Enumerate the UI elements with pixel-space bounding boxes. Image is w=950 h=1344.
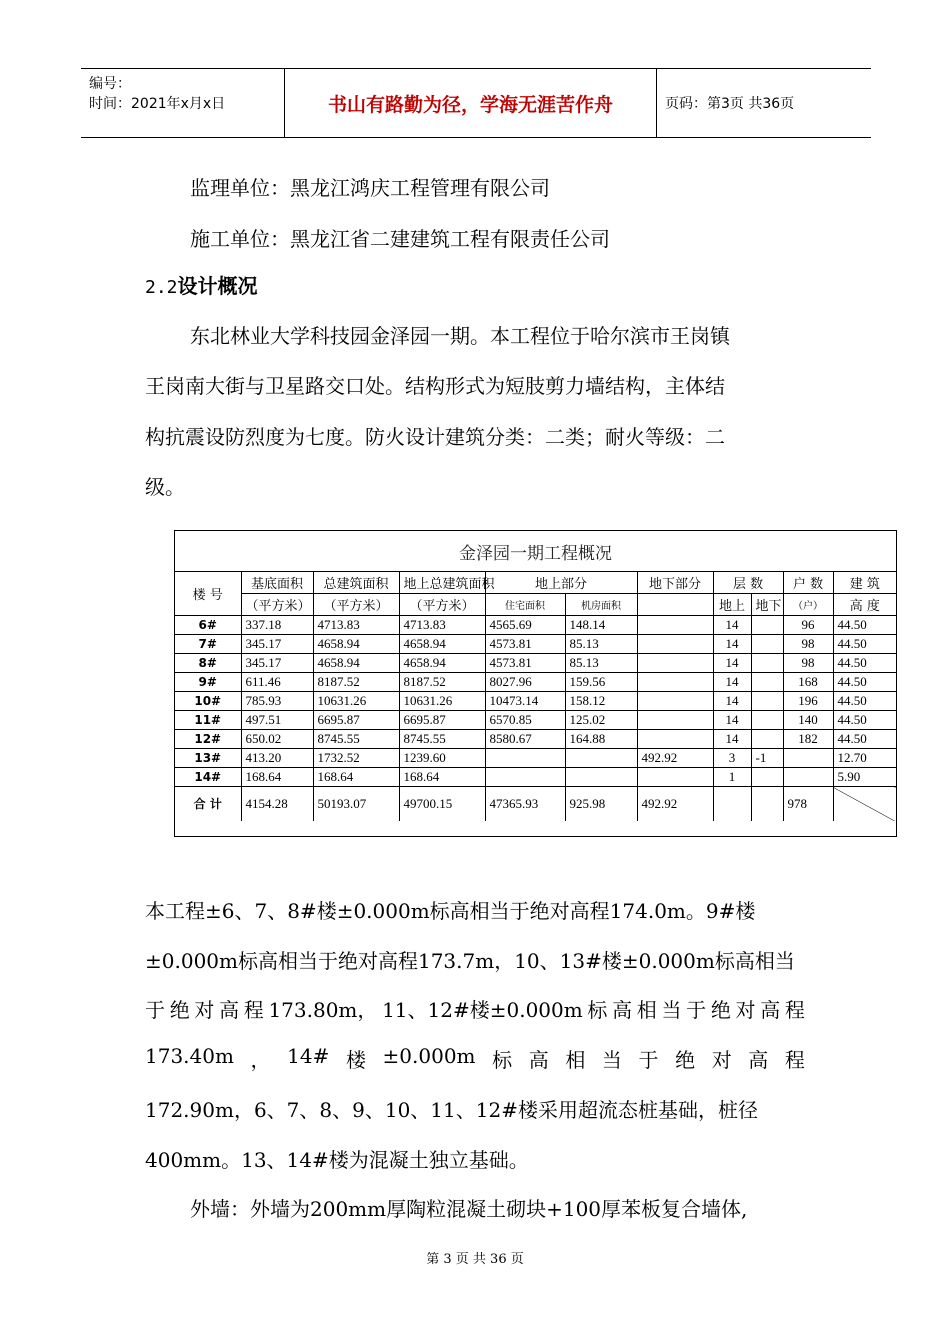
table-body	[175, 616, 896, 787]
table-cell	[751, 673, 783, 692]
word: 高	[760, 998, 781, 1022]
word: 11、12#楼±0.000m	[382, 998, 583, 1022]
word: 高	[528, 1048, 549, 1072]
table-cell	[751, 692, 783, 711]
word: 14#	[287, 1044, 330, 1068]
table-cell: 3	[713, 749, 751, 768]
elevation-line-6: 400mm。13、14#楼为混凝土独立基础。	[145, 1148, 529, 1172]
overview-line-3: 构抗震设防烈度为七度。防火设计建筑分类：二类；耐火等级：二	[145, 425, 725, 449]
word: ，	[250, 1048, 271, 1072]
page-footer: 第 3 页 共 36 页	[426, 1252, 524, 1267]
building-cell: 13#	[175, 749, 241, 768]
table-cell: 44.50	[833, 616, 896, 635]
header-below-empty	[637, 594, 713, 616]
total-cell	[833, 787, 896, 821]
table-cell: 8745.55	[399, 730, 485, 749]
table-cell: 14	[713, 730, 751, 749]
word: 高	[219, 998, 240, 1022]
table-cell: -1	[751, 749, 783, 768]
table-row	[175, 654, 896, 673]
table-cell	[637, 654, 713, 673]
table-cell: 85.13	[565, 654, 637, 673]
table-cell: 140	[783, 711, 833, 730]
table-cell	[783, 749, 833, 768]
table-cell: 14	[713, 616, 751, 635]
table-cell: 168.64	[399, 768, 485, 787]
word: 高	[748, 1048, 769, 1072]
constructor-line: 施工单位：黑龙江省二建建筑工程有限责任公司	[190, 227, 610, 251]
table-row	[175, 749, 896, 768]
table-cell: 182	[783, 730, 833, 749]
table-cell: 4713.83	[399, 616, 485, 635]
table-cell	[751, 768, 783, 787]
table-cell: 6570.85	[485, 711, 565, 730]
table-cell	[637, 616, 713, 635]
header-page-label: 页码：第3页 共36页	[665, 96, 795, 112]
header-meta	[81, 69, 285, 137]
page-header	[81, 68, 871, 138]
word: 绝	[710, 998, 731, 1022]
table-cell: 1	[713, 768, 751, 787]
word: 绝	[169, 998, 190, 1022]
table-cell: 650.02	[241, 730, 313, 749]
table-row	[175, 616, 896, 635]
total-cell: 47365.93	[485, 787, 565, 821]
table-cell: 497.51	[241, 711, 313, 730]
word: 标	[587, 998, 608, 1022]
table-cell: 168	[783, 673, 833, 692]
table-cell	[751, 616, 783, 635]
table-row	[175, 692, 896, 711]
total-row	[175, 787, 896, 821]
table-cell: 785.93	[241, 692, 313, 711]
project-overview-table	[174, 530, 897, 837]
table-cell: 10631.26	[313, 692, 399, 711]
word: 标	[492, 1048, 513, 1072]
total-cell: 50193.07	[313, 787, 399, 821]
word: 对	[735, 998, 756, 1022]
table-cell: 4573.81	[485, 635, 565, 654]
wall-line: 外墙：外墙为200mm厚陶粒混凝土砌块+100厚苯板复合墙体,	[190, 1197, 748, 1221]
table-cell: 8745.55	[313, 730, 399, 749]
table-cell: 44.50	[833, 730, 896, 749]
table-cell: 168.64	[241, 768, 313, 787]
building-cell: 10#	[175, 692, 241, 711]
word: 绝	[675, 1048, 696, 1072]
header-above-part: 地上部分	[485, 572, 637, 594]
table-cell	[637, 673, 713, 692]
header-floors-below: 地下	[751, 594, 783, 616]
header-total-unit: （平方米）	[313, 594, 399, 616]
building-cell: 8#	[175, 654, 241, 673]
total-cell	[713, 787, 751, 821]
total-label: 合 计	[175, 787, 241, 821]
table-grid	[175, 571, 896, 821]
table-cell: 345.17	[241, 635, 313, 654]
table-cell: 4713.83	[313, 616, 399, 635]
header-total-area: 总建筑面积	[313, 572, 399, 594]
table-cell	[637, 692, 713, 711]
overview-line-2: 王岗南大街与卫星路交口处。结构形式为短肢剪力墙结构，主体结	[145, 374, 725, 398]
header-below-part: 地下部分	[637, 572, 713, 594]
header-above-unit: （平方米）	[399, 594, 485, 616]
table-cell	[637, 635, 713, 654]
table-cell: 44.50	[833, 654, 896, 673]
word: 173.80m，	[268, 998, 378, 1022]
total-cell: 4154.28	[241, 787, 313, 821]
table-cell: 10473.14	[485, 692, 565, 711]
total-cell: 49700.15	[399, 787, 485, 821]
table-row	[175, 635, 896, 654]
header-machine: 机房面积	[565, 594, 637, 616]
table-cell: 345.17	[241, 654, 313, 673]
table-cell: 413.20	[241, 749, 313, 768]
header-base-area: 基底面积	[241, 572, 313, 594]
table-cell: 98	[783, 635, 833, 654]
table-cell: 164.88	[565, 730, 637, 749]
table-row	[175, 711, 896, 730]
header-height: 建 筑	[833, 572, 896, 594]
table-cell: 5.90	[833, 768, 896, 787]
table-cell: 4658.94	[399, 635, 485, 654]
section-heading	[145, 270, 258, 299]
table-row	[175, 673, 896, 692]
table-cell: 8027.96	[485, 673, 565, 692]
table-cell: 158.12	[565, 692, 637, 711]
time-label: 时间：2021年x月x日	[89, 96, 226, 112]
total-cell: 492.92	[637, 787, 713, 821]
table-cell: 611.46	[241, 673, 313, 692]
table-cell	[751, 654, 783, 673]
building-cell: 12#	[175, 730, 241, 749]
table-cell: 6695.87	[313, 711, 399, 730]
header-motto: 书山有路勤为径，学海无涯苦作舟	[285, 69, 657, 137]
table-cell	[485, 768, 565, 787]
table-cell: 168.64	[313, 768, 399, 787]
table-cell	[751, 730, 783, 749]
table-cell: 8187.52	[313, 673, 399, 692]
table-cell: 44.50	[833, 711, 896, 730]
table-cell: 1239.60	[399, 749, 485, 768]
table-cell: 196	[783, 692, 833, 711]
table-cell: 44.50	[833, 635, 896, 654]
table-cell	[637, 711, 713, 730]
word: 楼	[345, 1048, 366, 1072]
total-cell: 925.98	[565, 787, 637, 821]
section-number: 2.2	[145, 277, 178, 298]
table-cell: 4658.94	[313, 635, 399, 654]
total-cell	[751, 787, 783, 821]
table-cell: 14	[713, 673, 751, 692]
building-cell: 6#	[175, 616, 241, 635]
table-cell: 14	[713, 692, 751, 711]
table-cell	[565, 768, 637, 787]
table-cell	[751, 711, 783, 730]
elevation-line-2: ±0.000m标高相当于绝对高程173.7m，10、13#楼±0.000m标高相当	[145, 949, 795, 973]
word: 程	[784, 998, 805, 1022]
table-cell: 14	[713, 654, 751, 673]
table-cell: 96	[783, 616, 833, 635]
word: 173.40m	[145, 1044, 234, 1068]
word: 高	[612, 998, 633, 1022]
table-row	[175, 768, 896, 787]
elevation-line-3	[145, 994, 805, 1023]
overview-line-4: 级。	[145, 475, 185, 499]
table-cell: 148.14	[565, 616, 637, 635]
word: 于	[145, 998, 165, 1022]
header-building: 楼 号	[175, 572, 241, 616]
building-cell: 11#	[175, 711, 241, 730]
table-cell: 4573.81	[485, 654, 565, 673]
word: 相	[636, 998, 657, 1022]
table-cell: 12.70	[833, 749, 896, 768]
table-cell	[565, 749, 637, 768]
header-height-2: 高 度	[833, 594, 896, 616]
word: 相	[565, 1048, 586, 1072]
table-cell: 44.50	[833, 673, 896, 692]
supervisor-line: 监理单位：黑龙江鸿庆工程管理有限公司	[190, 176, 550, 200]
table-cell: 10631.26	[399, 692, 485, 711]
table-cell: 4565.69	[485, 616, 565, 635]
word: 对	[194, 998, 215, 1022]
table-cell: 337.18	[241, 616, 313, 635]
code-label: 编号：	[89, 76, 131, 92]
total-cell: 978	[783, 787, 833, 821]
word: 程	[243, 998, 264, 1022]
table-cell: 4658.94	[313, 654, 399, 673]
table-row	[175, 730, 896, 749]
elevation-line-5: 172.90m，6、7、8、9、10、11、12#楼采用超流态桩基础，桩径	[145, 1098, 758, 1122]
table-cell: 4658.94	[399, 654, 485, 673]
header-floors: 层 数	[713, 572, 783, 594]
table-cell: 98	[783, 654, 833, 673]
header-households: 户 数	[783, 572, 833, 594]
table-cell: 125.02	[565, 711, 637, 730]
header-base-unit: （平方米）	[241, 594, 313, 616]
table-cell: 492.92	[637, 749, 713, 768]
table-cell	[485, 749, 565, 768]
table-cell: 8580.67	[485, 730, 565, 749]
table-cell: 159.56	[565, 673, 637, 692]
word: 于	[686, 998, 707, 1022]
header-residential: 住宅面积	[485, 594, 565, 616]
building-cell: 7#	[175, 635, 241, 654]
table-cell	[751, 635, 783, 654]
table-cell: 1732.52	[313, 749, 399, 768]
table-cell: 14	[713, 711, 751, 730]
word: 程	[784, 1048, 805, 1072]
word: 当	[601, 1048, 622, 1072]
header-above-area: 地上总建筑面积	[399, 572, 485, 594]
overview-line-1: 东北林业大学科技园金泽园一期。本工程位于哈尔滨市王岗镇	[190, 324, 730, 348]
header-households-unit: （户）	[783, 594, 833, 616]
table-cell: 44.50	[833, 692, 896, 711]
building-cell: 9#	[175, 673, 241, 692]
section-title: 设计概况	[177, 274, 258, 298]
building-cell: 14#	[175, 768, 241, 787]
elevation-line-1: 本工程±6、7、8#楼±0.000m标高相当于绝对高程174.0m。9#楼	[145, 899, 756, 923]
header-floors-above: 地上	[713, 594, 751, 616]
word: 当	[661, 998, 682, 1022]
table-cell: 6695.87	[399, 711, 485, 730]
table-title: 金泽园一期工程概况	[459, 543, 612, 564]
elevation-line-4	[145, 1044, 805, 1073]
table-cell: 8187.52	[399, 673, 485, 692]
word: 对	[711, 1048, 732, 1072]
table-cell	[637, 768, 713, 787]
word: ±0.000m	[382, 1044, 476, 1068]
table-cell: 14	[713, 635, 751, 654]
table-cell	[637, 730, 713, 749]
table-cell: 85.13	[565, 635, 637, 654]
table-cell	[783, 768, 833, 787]
word: 于	[638, 1048, 659, 1072]
